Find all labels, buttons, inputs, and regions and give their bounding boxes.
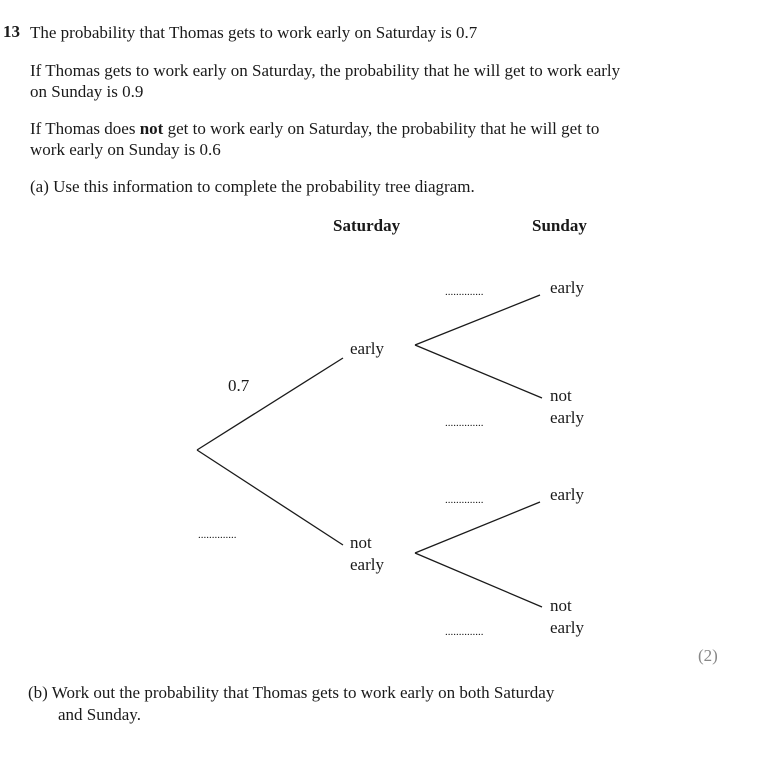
sunday-not-early-after-early-label [550,385,584,429]
condition-text-pre: If Thomas does [30,119,140,138]
sunday-not-early-after-not-early-label [550,595,584,639]
saturday-not-early-probability-blank[interactable]: .............. [198,529,237,541]
part-b-line-1: (b) Work out the probability that Thomas gets to work early on both Saturday [28,683,555,702]
condition-line-2: work early on Sunday is 0.6 [30,140,221,159]
condition-text-post: get to work early on Saturday, the probability that he will get to [163,119,600,138]
condition-text-bold: not [139,119,164,138]
question-number: 13 [3,22,20,41]
part-b-line-2: and Sunday. [58,705,141,724]
sunday-early-after-early-label: early [550,278,584,297]
branch-saturday-early [197,358,343,450]
label-line-1: not [550,596,572,615]
part-a-prompt: (a) Use this information to complete the probability tree diagram. [30,177,475,196]
condition-line-1: If Thomas gets to work early on Saturday, the probability that he will get to work early [30,61,621,80]
branch-sunday-not-early-after-early [415,345,542,398]
sunday-not-early-after-not-early-blank[interactable]: .............. [445,626,484,638]
branch-sunday-not-early-after-not-early [415,553,542,607]
label-line-2: early [550,408,584,427]
saturday-not-early-label [350,532,384,576]
part-a-marks: (2) [698,646,718,665]
label-line-1: not [350,533,372,552]
sunday-not-early-after-early-blank[interactable]: .............. [445,417,484,429]
sunday-early-after-not-early-label: early [550,485,584,504]
label-line-2: early [350,555,384,574]
condition-line-2: on Sunday is 0.9 [30,82,144,101]
sunday-early-after-not-early-blank[interactable]: .............. [445,494,484,506]
sunday-column-heading: Sunday [532,216,587,235]
saturday-early-probability: 0.7 [228,376,250,395]
label-line-2: early [550,618,584,637]
label-line-1: not [550,386,572,405]
saturday-early-label: early [350,339,384,358]
saturday-column-heading: Saturday [333,216,401,235]
part-b-prompt [28,682,554,726]
sunday-early-after-early-blank[interactable]: .............. [445,286,484,298]
question-intro: The probability that Thomas gets to work early on Saturday is 0.7 [30,23,478,42]
